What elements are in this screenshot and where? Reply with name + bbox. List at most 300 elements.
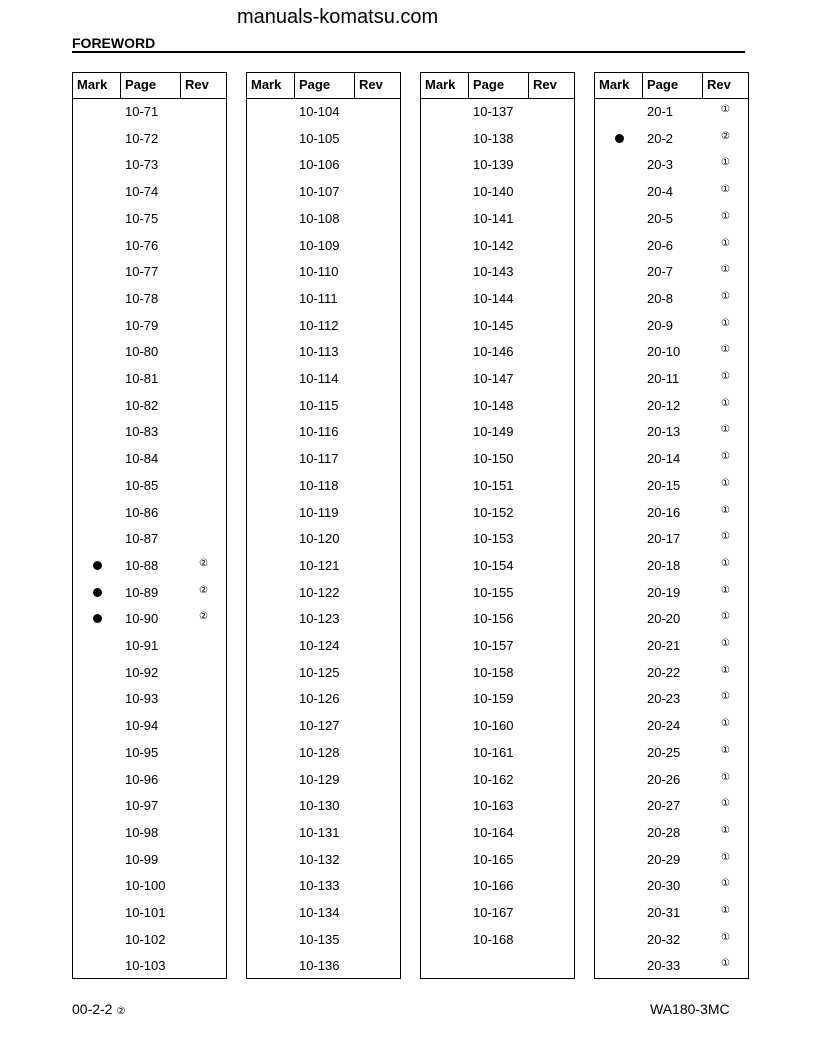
header-mark: Mark xyxy=(77,77,108,92)
table-row xyxy=(247,823,400,843)
table-row xyxy=(247,583,400,603)
table-row xyxy=(73,770,226,790)
page-number: 10-135 xyxy=(299,931,340,947)
page-number: 20-12 xyxy=(647,397,681,413)
page-number: 10-85 xyxy=(125,477,159,493)
table-row xyxy=(73,422,226,442)
page-number: 10-87 xyxy=(125,531,159,547)
page-number: 20-3 xyxy=(647,157,674,173)
table-row xyxy=(595,850,748,870)
table-row xyxy=(73,369,226,389)
page-number: 10-161 xyxy=(473,744,514,760)
watermark: manuals-komatsu.com xyxy=(237,6,439,28)
table-header xyxy=(421,73,574,99)
table-row xyxy=(73,476,226,496)
page-number: 20-21 xyxy=(647,638,681,653)
revision-number: ① xyxy=(721,317,730,329)
page-number: 10-105 xyxy=(299,130,340,146)
revision-number: ① xyxy=(721,344,730,356)
table-row xyxy=(595,422,748,442)
title-rule xyxy=(72,51,745,53)
table-row xyxy=(247,636,400,656)
revision-number: ① xyxy=(721,851,730,863)
revision-number: ① xyxy=(721,798,730,810)
table-row xyxy=(73,716,226,736)
table-row xyxy=(595,796,748,816)
table-row xyxy=(595,342,748,362)
revision-number: ① xyxy=(721,905,730,916)
revision-number: ① xyxy=(721,958,730,970)
page-number: 10-122 xyxy=(299,584,340,600)
table-row xyxy=(247,102,400,122)
page-number: 10-147 xyxy=(473,371,514,386)
table-row xyxy=(247,716,400,736)
revision-table xyxy=(594,72,749,979)
page-number: 10-74 xyxy=(125,184,159,200)
revision-number: ① xyxy=(721,424,730,436)
table-row xyxy=(73,876,226,896)
page-number: 10-144 xyxy=(473,290,514,306)
table-row xyxy=(595,876,748,896)
revision-number: ① xyxy=(721,691,730,703)
table-row xyxy=(247,316,400,336)
page-number: 10-115 xyxy=(299,397,339,413)
page-number: 10-141 xyxy=(473,210,514,226)
table-row xyxy=(247,930,400,950)
page-number: 10-84 xyxy=(125,451,159,467)
page-number: 20-26 xyxy=(647,771,681,787)
table-row xyxy=(73,583,226,603)
page-number: 10-163 xyxy=(473,798,514,814)
revision-mark-icon xyxy=(93,588,102,597)
revision-number: ① xyxy=(721,290,730,302)
page-number: 10-79 xyxy=(125,317,159,333)
page-number: 10-148 xyxy=(473,397,514,413)
table-row xyxy=(247,155,400,175)
table-row xyxy=(73,689,226,709)
page-number: 10-109 xyxy=(299,237,340,253)
revision-number: ① xyxy=(721,744,730,756)
table-row xyxy=(595,209,748,229)
header-mark: Mark xyxy=(599,77,630,92)
page-number: 20-2 xyxy=(647,130,674,146)
page-number: 10-146 xyxy=(473,344,514,360)
page-number: 10-154 xyxy=(473,557,514,573)
table-row xyxy=(247,262,400,282)
table-row xyxy=(595,609,748,629)
page-number: 10-138 xyxy=(473,130,514,146)
table-row xyxy=(421,316,574,336)
page-number: 20-5 xyxy=(647,210,674,226)
table-row xyxy=(595,289,748,309)
table-row xyxy=(73,903,226,923)
page-number: 10-136 xyxy=(299,958,340,974)
table-row xyxy=(73,796,226,816)
table-row xyxy=(247,236,400,256)
page-number: 10-145 xyxy=(473,317,514,333)
revision-number: ① xyxy=(721,931,730,943)
table-row xyxy=(247,663,400,683)
revision-number: ① xyxy=(721,157,730,169)
revision-number: ② xyxy=(199,611,208,623)
page-number: 10-72 xyxy=(125,130,159,146)
page-number: 20-33 xyxy=(647,958,681,974)
footer-page xyxy=(72,1001,125,1017)
column-divider xyxy=(702,73,703,98)
page-number: 10-107 xyxy=(299,184,340,200)
page-number: 10-108 xyxy=(299,210,340,226)
table-row xyxy=(595,556,748,576)
table-row xyxy=(73,663,226,683)
page-number: 10-98 xyxy=(125,824,159,840)
table-header xyxy=(595,73,748,99)
table-row xyxy=(247,770,400,790)
table-row xyxy=(247,342,400,362)
page-number: 20-14 xyxy=(647,451,681,467)
table-row xyxy=(595,182,748,202)
table-row xyxy=(595,449,748,469)
table-row xyxy=(421,529,574,549)
revision-number: ① xyxy=(721,451,730,463)
revision-number: ① xyxy=(721,504,730,516)
page-number: 10-129 xyxy=(299,771,340,787)
table-row xyxy=(421,850,574,870)
page-number: 10-153 xyxy=(473,531,514,547)
page-number: 20-32 xyxy=(647,931,681,947)
page-number: 10-82 xyxy=(125,397,159,413)
table-row xyxy=(73,930,226,950)
page-number: 20-25 xyxy=(647,744,681,760)
table-row xyxy=(595,102,748,122)
column-divider xyxy=(468,73,469,98)
page-number: 10-76 xyxy=(125,237,159,253)
page-number: 10-156 xyxy=(473,611,514,627)
revision-number: ① xyxy=(721,264,730,276)
column-divider xyxy=(642,73,643,98)
table-row xyxy=(595,689,748,709)
page-number: 10-139 xyxy=(473,157,514,173)
page-number: 10-137 xyxy=(473,104,514,119)
page-number: 10-83 xyxy=(125,424,159,440)
page-title: FOREWORD xyxy=(72,35,156,51)
table-row xyxy=(73,449,226,469)
revision-number: ① xyxy=(721,477,730,489)
revision-number: ① xyxy=(721,531,730,543)
page-number: 10-94 xyxy=(125,718,159,734)
revision-mark-icon xyxy=(93,614,102,623)
table-row xyxy=(421,796,574,816)
revision-mark-icon xyxy=(93,561,102,570)
table-row xyxy=(421,449,574,469)
page-number: 10-106 xyxy=(299,157,340,173)
page-number: 10-160 xyxy=(473,718,514,734)
page-number: 10-90 xyxy=(125,611,159,627)
page-number: 10-81 xyxy=(125,371,159,386)
page-number: 10-104 xyxy=(299,104,340,119)
table-row xyxy=(73,609,226,629)
revision-number: ① xyxy=(721,771,730,783)
revision-number: ① xyxy=(721,664,730,676)
page-number: 10-165 xyxy=(473,851,514,867)
table-row xyxy=(421,556,574,576)
header-rev: Rev xyxy=(533,77,557,92)
table-row xyxy=(421,289,574,309)
table-row xyxy=(421,262,574,282)
header-mark: Mark xyxy=(425,77,456,92)
table-row xyxy=(421,102,574,122)
table-row xyxy=(595,636,748,656)
page-number: 10-152 xyxy=(473,504,514,520)
table-row xyxy=(73,956,226,976)
page-number: 10-164 xyxy=(473,824,514,840)
column-divider xyxy=(354,73,355,98)
header-rev: Rev xyxy=(707,77,731,92)
table-row xyxy=(247,503,400,523)
table-row xyxy=(73,289,226,309)
page-number: 20-22 xyxy=(647,664,681,680)
table-row xyxy=(247,449,400,469)
table-row xyxy=(595,956,748,976)
page-number: 10-112 xyxy=(299,317,339,333)
page-number: 20-4 xyxy=(647,184,674,200)
table-row xyxy=(247,209,400,229)
table-row xyxy=(595,396,748,416)
revision-number: ① xyxy=(721,718,730,730)
table-row xyxy=(421,823,574,843)
page-number: 10-124 xyxy=(299,638,340,653)
table-row xyxy=(595,583,748,603)
table-row xyxy=(73,556,226,576)
page-number: 10-99 xyxy=(125,851,159,867)
revision-number: ① xyxy=(721,237,730,249)
table-row xyxy=(421,663,574,683)
page-number: 20-8 xyxy=(647,290,674,306)
table-row xyxy=(595,823,748,843)
revision-mark-icon xyxy=(615,134,624,143)
revision-number: ② xyxy=(199,584,208,596)
page-number: 10-91 xyxy=(125,638,159,653)
table-row xyxy=(73,636,226,656)
table-row xyxy=(421,636,574,656)
table-row xyxy=(247,422,400,442)
header-page: Page xyxy=(473,77,505,92)
table-row xyxy=(73,396,226,416)
table-row xyxy=(247,956,400,976)
page-number: 10-143 xyxy=(473,264,514,280)
table-row xyxy=(421,476,574,496)
revision-table xyxy=(246,72,401,979)
page-number: 10-130 xyxy=(299,798,340,814)
table-header xyxy=(73,73,226,99)
table-row xyxy=(73,529,226,549)
page-number: 10-97 xyxy=(125,798,159,814)
table-row xyxy=(73,236,226,256)
column-divider xyxy=(528,73,529,98)
table-row xyxy=(73,743,226,763)
table-row xyxy=(421,583,574,603)
page-number: 10-77 xyxy=(125,264,159,280)
column-divider xyxy=(180,73,181,98)
page-number: 10-75 xyxy=(125,210,159,226)
page-number: 20-30 xyxy=(647,878,681,894)
revision-number: ① xyxy=(721,584,730,596)
table-row xyxy=(595,129,748,149)
table-row xyxy=(73,316,226,336)
page-number: 10-101 xyxy=(125,905,166,920)
column-divider xyxy=(120,73,121,98)
table-row xyxy=(421,770,574,790)
page-number: 20-15 xyxy=(647,477,681,493)
revision-number: ② xyxy=(721,130,730,142)
page-number: 20-23 xyxy=(647,691,681,707)
page-number: 20-18 xyxy=(647,557,681,573)
table-row xyxy=(595,262,748,282)
table-row xyxy=(247,850,400,870)
table-row xyxy=(73,262,226,282)
page-number: 10-120 xyxy=(299,531,340,547)
table-row xyxy=(247,529,400,549)
page-number: 10-132 xyxy=(299,851,340,867)
table-header xyxy=(247,73,400,99)
table-row xyxy=(421,930,574,950)
header-page: Page xyxy=(647,77,679,92)
table-row xyxy=(421,903,574,923)
table-row xyxy=(421,182,574,202)
page-number: 20-19 xyxy=(647,584,681,600)
page-number: 10-134 xyxy=(299,905,340,920)
revision-number: ② xyxy=(199,557,208,569)
page-number: 10-96 xyxy=(125,771,159,787)
page-number: 20-20 xyxy=(647,611,681,627)
page-number: 10-114 xyxy=(299,371,339,386)
page-number: 10-126 xyxy=(299,691,340,707)
page-number: 20-24 xyxy=(647,718,681,734)
page-number: 10-113 xyxy=(299,344,339,360)
page-number: 10-86 xyxy=(125,504,159,520)
table-row xyxy=(421,396,574,416)
page-number: 10-71 xyxy=(125,104,159,119)
page-number: 10-121 xyxy=(299,557,340,573)
page-number: 20-9 xyxy=(647,317,674,333)
table-row xyxy=(421,155,574,175)
page-number: 10-128 xyxy=(299,744,340,760)
table-row xyxy=(247,876,400,896)
page-number: 10-116 xyxy=(299,424,339,440)
table-row xyxy=(595,930,748,950)
table-row xyxy=(247,476,400,496)
page-number: 10-127 xyxy=(299,718,340,734)
page-number: 20-10 xyxy=(647,344,681,360)
table-row xyxy=(595,503,748,523)
table-row xyxy=(247,182,400,202)
table-row xyxy=(421,609,574,629)
page-number: 10-102 xyxy=(125,931,166,947)
page-number: 10-150 xyxy=(473,451,514,467)
table-row xyxy=(247,609,400,629)
page-number: 20-16 xyxy=(647,504,681,520)
page-number: 10-89 xyxy=(125,584,159,600)
page-number: 20-31 xyxy=(647,905,681,920)
table-row xyxy=(421,129,574,149)
table-row xyxy=(595,369,748,389)
page-number: 10-140 xyxy=(473,184,514,200)
table-row xyxy=(421,743,574,763)
table-row xyxy=(595,529,748,549)
page-number: 20-7 xyxy=(647,264,674,280)
page-number: 10-149 xyxy=(473,424,514,440)
revision-number: ① xyxy=(721,611,730,623)
table-row xyxy=(595,663,748,683)
page-number: 10-162 xyxy=(473,771,514,787)
revision-number: ① xyxy=(721,878,730,890)
table-row xyxy=(595,316,748,336)
table-row xyxy=(595,770,748,790)
header-mark: Mark xyxy=(251,77,282,92)
table-row xyxy=(247,396,400,416)
page-number: 10-123 xyxy=(299,611,340,627)
footer-rev: ② xyxy=(116,1006,126,1017)
table-row xyxy=(595,716,748,736)
table-row xyxy=(595,155,748,175)
table-row xyxy=(73,850,226,870)
revision-table xyxy=(72,72,227,979)
page-number: 20-13 xyxy=(647,424,681,440)
table-row xyxy=(247,369,400,389)
page-number: 10-151 xyxy=(473,477,514,493)
revision-number: ① xyxy=(721,371,730,382)
table-row xyxy=(421,369,574,389)
table-row xyxy=(595,476,748,496)
header-rev: Rev xyxy=(185,77,209,92)
page-number: 10-155 xyxy=(473,584,514,600)
page-number: 10-158 xyxy=(473,664,514,680)
revision-number: ① xyxy=(721,824,730,836)
table-row xyxy=(73,102,226,122)
table-row xyxy=(595,236,748,256)
table-row xyxy=(595,903,748,923)
page-number: 10-103 xyxy=(125,958,166,974)
table-row xyxy=(421,876,574,896)
page-number: 10-159 xyxy=(473,691,514,707)
header-page: Page xyxy=(299,77,331,92)
page-number: 10-92 xyxy=(125,664,159,680)
page-number: 10-78 xyxy=(125,290,159,306)
table-row xyxy=(247,796,400,816)
page-number: 10-142 xyxy=(473,237,514,253)
table-row xyxy=(247,129,400,149)
footer-model: WA180-3MC xyxy=(650,1001,730,1017)
page-number: 20-28 xyxy=(647,824,681,840)
page-number: 10-73 xyxy=(125,157,159,173)
table-row xyxy=(73,209,226,229)
header-page: Page xyxy=(125,77,157,92)
table-row xyxy=(247,689,400,709)
table-row xyxy=(73,155,226,175)
page-number: 10-95 xyxy=(125,744,159,760)
table-row xyxy=(421,503,574,523)
table-row xyxy=(73,129,226,149)
page-number: 20-27 xyxy=(647,798,681,814)
page-number: 10-131 xyxy=(299,824,340,840)
revision-number: ① xyxy=(721,397,730,409)
table-row xyxy=(421,209,574,229)
table-row xyxy=(595,743,748,763)
page-number: 20-1 xyxy=(647,104,674,119)
page-number: 10-119 xyxy=(299,504,339,520)
table-row xyxy=(421,422,574,442)
page-number: 20-17 xyxy=(647,531,681,547)
header-rev: Rev xyxy=(359,77,383,92)
